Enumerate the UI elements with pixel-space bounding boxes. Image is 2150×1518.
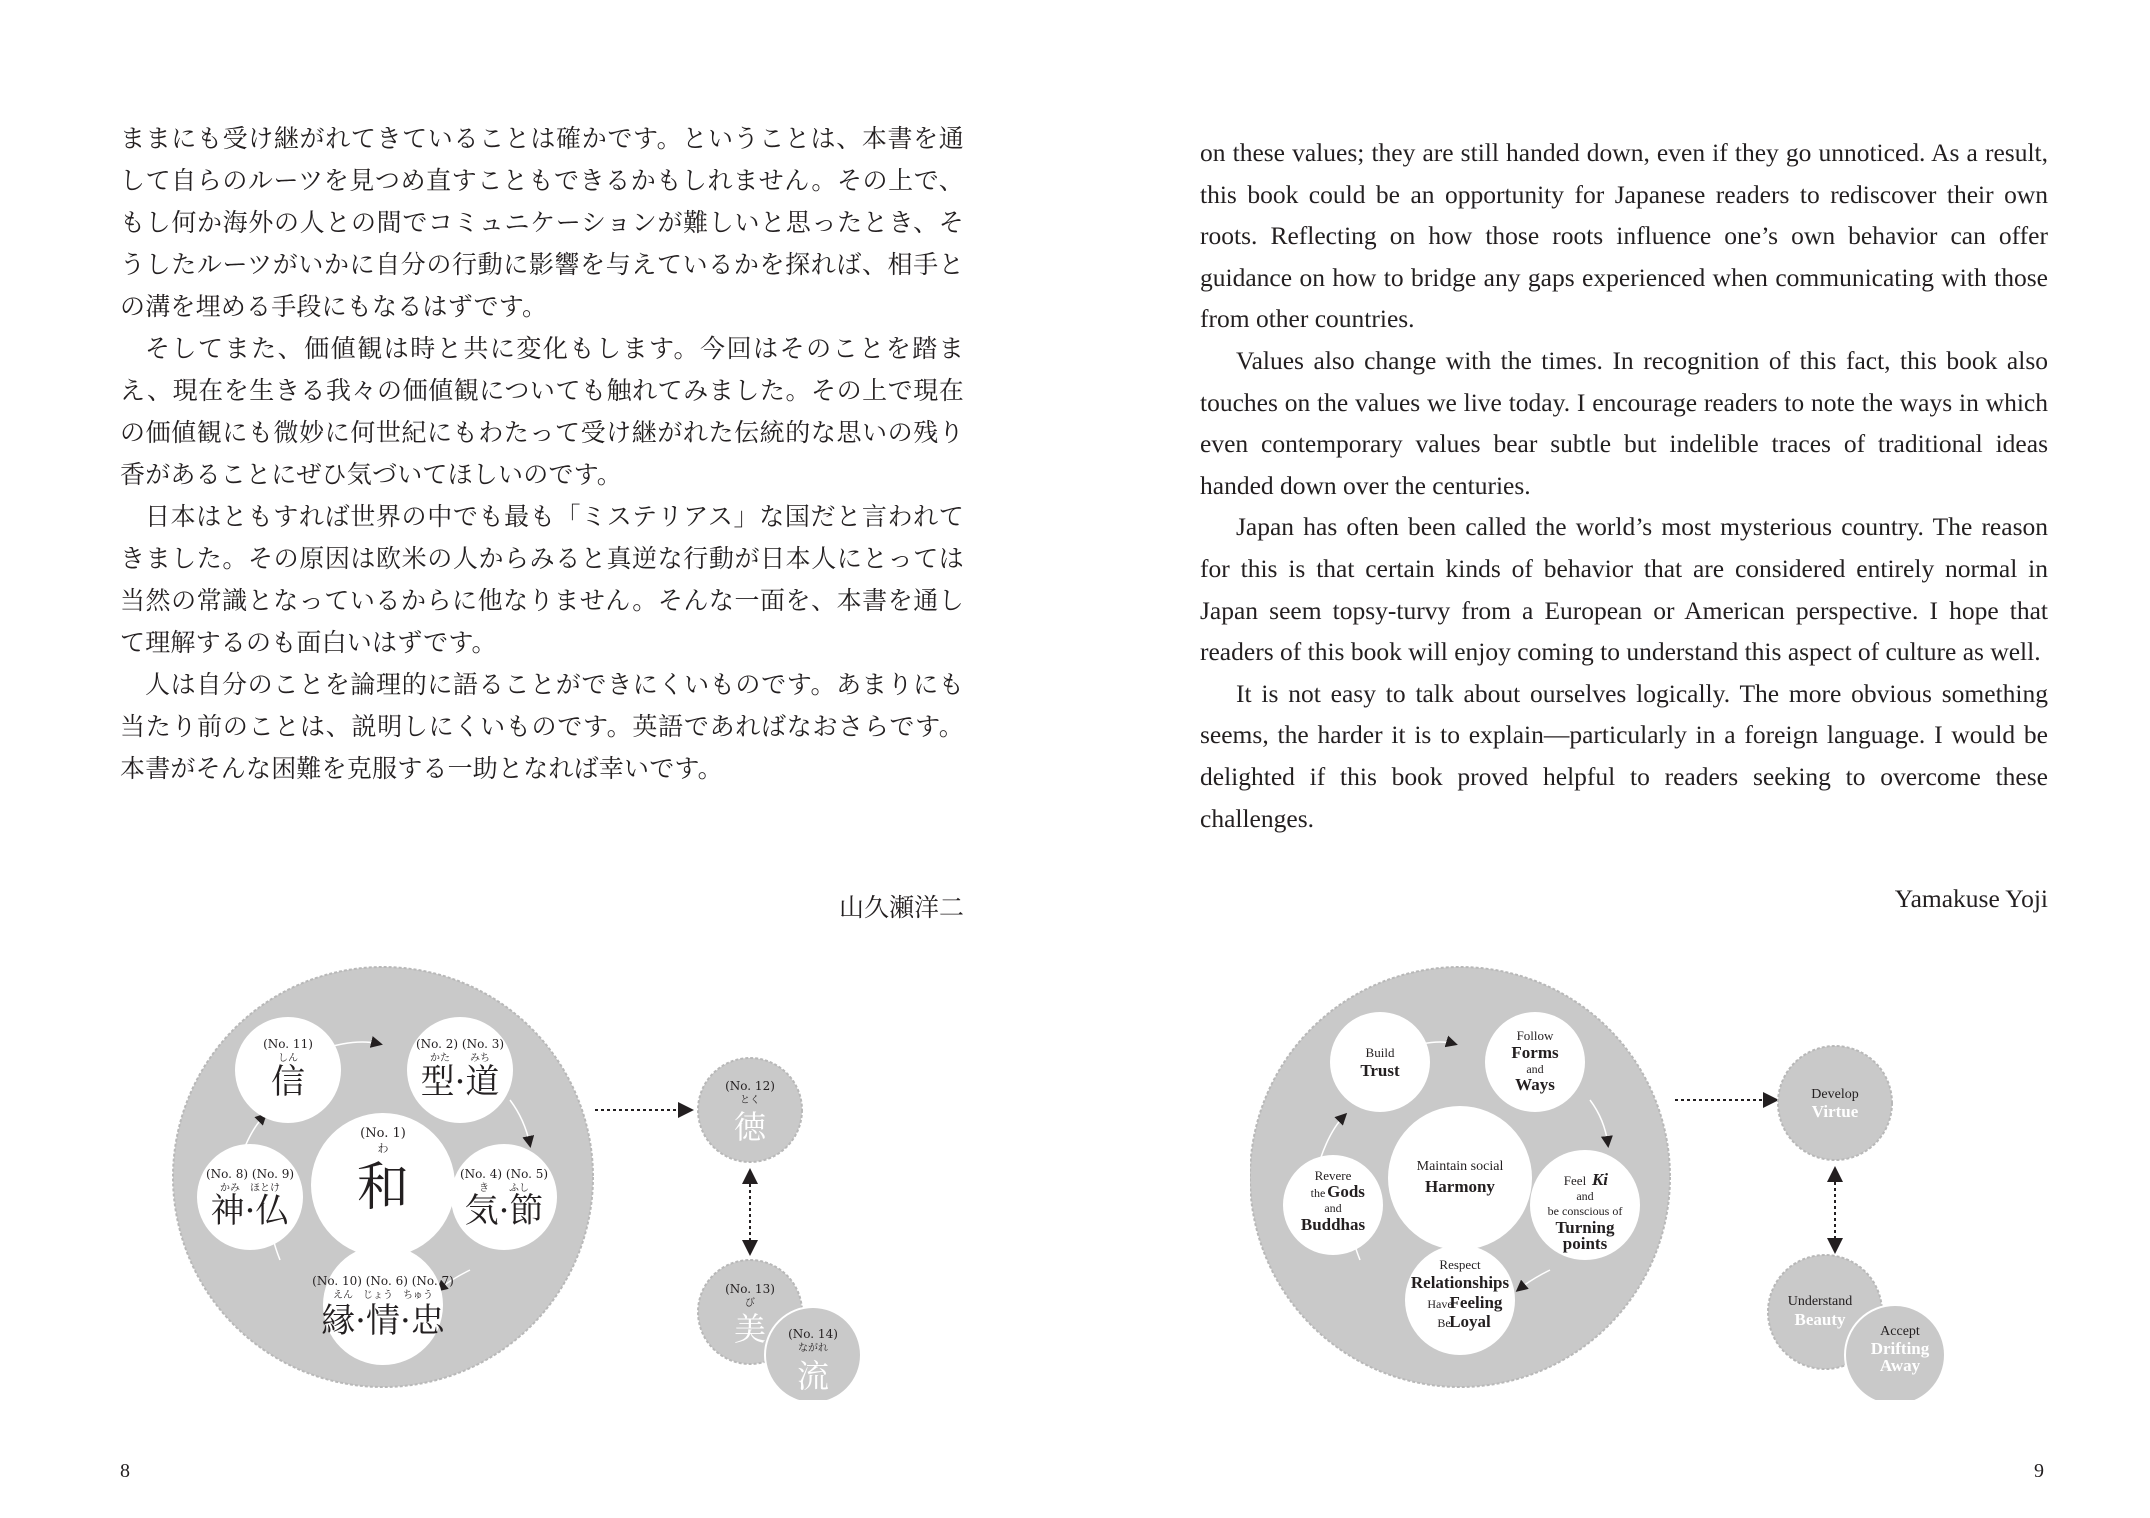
forms-line3: and bbox=[1526, 1062, 1544, 1076]
rel-line2: Relationships bbox=[1410, 1273, 1510, 1292]
ki-line5: points bbox=[1562, 1234, 1608, 1253]
tl-ruby: しん bbox=[278, 1053, 298, 1064]
values-diagram-japanese bbox=[170, 960, 930, 1400]
virtue-line1: Develop bbox=[1811, 1087, 1859, 1102]
gods-line2a: the bbox=[1310, 1186, 1326, 1200]
trust-line2: Trust bbox=[1360, 1061, 1400, 1080]
english-body-text bbox=[1200, 132, 2048, 839]
virtue-kanji: 徳 bbox=[733, 1108, 767, 1146]
beauty-ruby: び bbox=[745, 1298, 755, 1309]
japanese-body-text bbox=[120, 118, 964, 790]
ki-line2: and bbox=[1576, 1189, 1594, 1203]
forms-line1: Follow bbox=[1516, 1028, 1554, 1043]
center-kanji: 和 bbox=[356, 1158, 410, 1218]
forms-line4: Ways bbox=[1515, 1075, 1555, 1094]
tl-num: (No. 11) bbox=[263, 1037, 313, 1051]
beauty-line2: Beauty bbox=[1794, 1310, 1846, 1329]
jp-paragraph-1: ままにも受け継がれてきていることは確かです。ということは、本書を通して自らのルーツを見つめ直すこともできるかもしれません。その上で、もし何か海外の人との間でコミュニケーションが難しいと思ったとき、そうしたルーツがいかに自分の行動に影響を与えているかを探れば、相手との溝を埋める手段にもなるはずです。 bbox=[120, 124, 964, 321]
flow-num: (No. 14) bbox=[788, 1327, 838, 1341]
center-num: (No. 1) bbox=[360, 1126, 406, 1141]
rel-line1: Respect bbox=[1439, 1257, 1481, 1272]
tl-kanji: 信 bbox=[271, 1062, 305, 1102]
harmony-line1: Maintain social bbox=[1416, 1159, 1504, 1174]
gods-line1: Revere bbox=[1314, 1168, 1352, 1183]
ki-line1: Feel bbox=[1563, 1173, 1587, 1188]
values-diagram-english bbox=[1250, 960, 2010, 1400]
r-num: (No. 4) (No. 5) bbox=[459, 1167, 549, 1181]
beauty-num: (No. 13) bbox=[725, 1282, 775, 1296]
jp-paragraph-4: 人は自分のことを論理的に語ることができにくいものです。あまりにも当たり前のことは、説明しにくいものです。英語であればなおさらです。本書がそんな困難を克服する一助となれば幸いです。 bbox=[120, 670, 964, 783]
tr-kanji: 型·道 bbox=[420, 1062, 500, 1102]
l-ruby: かみ ほとけ bbox=[220, 1183, 280, 1194]
b-ruby: えん じょう ちゅう bbox=[333, 1290, 433, 1301]
ki-line4: Turning bbox=[1555, 1218, 1615, 1237]
tr-num: (No. 2) (No. 3) bbox=[415, 1037, 505, 1051]
jp-paragraph-3: 日本はともすれば世界の中でも最も「ミステリアス」な国だと言われてきました。その原因は欧米の人からみると真逆な行動が日本人にとっては当然の常識となっているからに他なりません。そんな一面を、本書を通して理解するのも面白いはずです。 bbox=[120, 502, 964, 657]
virtue-line2: Virtue bbox=[1811, 1102, 1859, 1121]
en-signature: Yamakuse Yoji bbox=[1894, 884, 2048, 913]
forms-line2: Forms bbox=[1511, 1043, 1559, 1062]
en-paragraph-1: on these values; they are still handed down, even if they go unnoticed. As a result, this book could be an opportunity for Japanese readers to rediscover their own roots. Reflecting on how those roots influence one’s own behavior can offer guidance on how to bridge any gaps experienced when communicating with those from other countries. bbox=[1200, 138, 2048, 334]
jp-paragraph-2: そしてまた、価値観は時と共に変化もします。今回はそのことを踏まえ、現在を生きる我々の価値観についても触れてみました。その上で現在の価値観にも微妙に何世紀にもわたって受け継がれた伝統的な思いの残り香があることにぜひ気づいてほしいのです。 bbox=[120, 334, 964, 489]
l-num: (No. 8) (No. 9) bbox=[205, 1167, 295, 1181]
drifting-line3: Away bbox=[1879, 1356, 1921, 1375]
l-kanji: 神·仏 bbox=[210, 1191, 290, 1231]
rel-line4a: Be bbox=[1437, 1316, 1451, 1330]
en-paragraph-4: It is not easy to talk about ourselves logically. The more obvious something seems, the harder it is to explain—particularly in a foreign language. I would be delighted if this book proved helpful to readers seeking to overcome these challenges. bbox=[1200, 678, 2048, 833]
ki-line3: be conscious of bbox=[1547, 1204, 1623, 1218]
rel-line3b: Feeling bbox=[1449, 1293, 1503, 1312]
harmony-line2: Harmony bbox=[1425, 1177, 1495, 1196]
rel-line3a: Have bbox=[1427, 1297, 1453, 1311]
flow-ruby: ながれ bbox=[798, 1343, 828, 1354]
en-paragraph-2: Values also change with the times. In recognition of this fact, this book also touches on the values we live today. I encourage readers to note the ways in which even contemporary values bear subtle but indelible traces of traditional ideas handed down over the centuries. bbox=[1200, 345, 2048, 500]
gods-line3: and bbox=[1324, 1201, 1342, 1215]
gods-line2b: Gods bbox=[1327, 1182, 1365, 1201]
drifting-line2: Drifting bbox=[1870, 1339, 1930, 1358]
r-kanji: 気·節 bbox=[464, 1191, 544, 1231]
b-num: (No. 10) (No. 6) (No. 7) bbox=[312, 1274, 454, 1288]
trust-line1: Build bbox=[1365, 1045, 1395, 1060]
center-ruby: わ bbox=[377, 1142, 389, 1155]
beauty-line1: Understand bbox=[1787, 1294, 1853, 1309]
gods-line4: Buddhas bbox=[1300, 1215, 1366, 1234]
drifting-line1: Accept bbox=[1880, 1324, 1920, 1339]
tr-ruby: かた みち bbox=[430, 1053, 490, 1064]
virtue-num: (No. 12) bbox=[725, 1079, 775, 1093]
r-ruby: き ふし bbox=[479, 1183, 529, 1194]
en-paragraph-3: Japan has often been called the world’s most mysterious country. The reason for this is that certain kinds of behavior that are considered entirely normal in Japan seem topsy-turvy from a European or American perspective. I hope that readers of this book will enjoy coming to understand this aspect of culture as well. bbox=[1200, 512, 2048, 667]
virtue-ruby: とく bbox=[740, 1095, 760, 1106]
ki-line1b: Ki bbox=[1591, 1170, 1609, 1189]
jp-signature: 山久瀬洋二 bbox=[838, 893, 964, 922]
page-number-right: 9 bbox=[2034, 1460, 2044, 1482]
page-number-left: 8 bbox=[120, 1460, 130, 1482]
rel-line4b: Loyal bbox=[1449, 1312, 1491, 1331]
flow-kanji: 流 bbox=[796, 1357, 830, 1395]
beauty-kanji: 美 bbox=[733, 1310, 767, 1348]
b-kanji: 縁·情·忠 bbox=[321, 1301, 445, 1341]
